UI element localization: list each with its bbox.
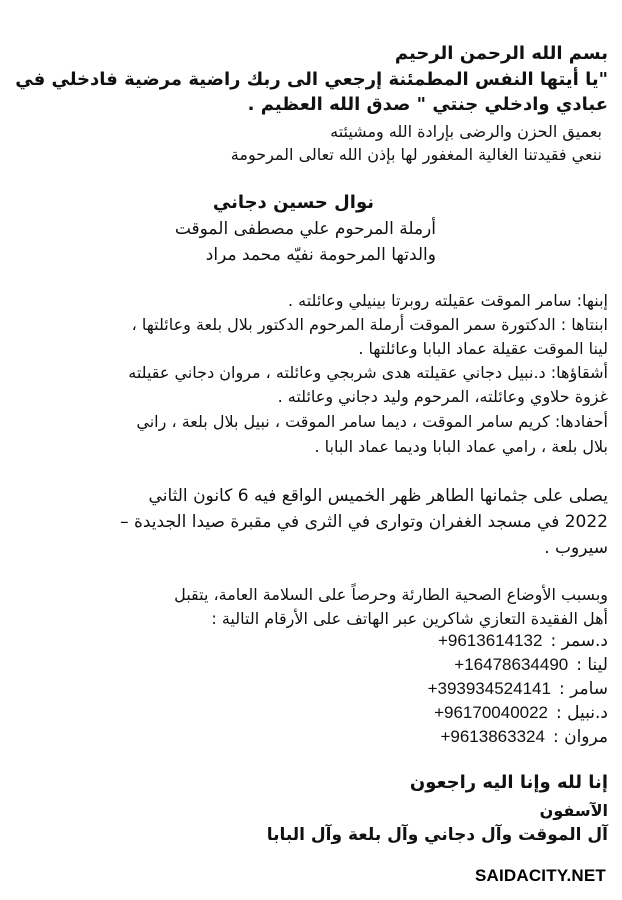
brothers-line-1: أشقاؤها: د.نبيل دجاني عقيلته هدى شربجي وعائلته ، مروان دجاني عقيلته (128, 363, 608, 382)
condolence-line-1: وبسبب الأوضاع الصحية الطارئة وحرصاً على السلامة العامة، يتقبل (174, 585, 608, 604)
contact-phone: +9613614132 (437, 631, 543, 650)
contact-name: د.نبيل : (556, 703, 608, 723)
quran-verse-line-2: عبادي وادخلي جنتي " صدق الله العظيم . (247, 94, 608, 115)
daughters-line-2: لينا الموقت عقيلة عماد البابا وعائلتها . (358, 339, 608, 358)
brothers-line-2: غزوة حلاوي وعائلته، المرحوم وليد دجاني وعائلته . (277, 387, 608, 406)
contact-phone: +96170040022 (434, 703, 549, 722)
watermark: SAIDACITY.NET (474, 866, 606, 885)
funeral-line-1: يصلى على جثمانها الطاهر ظهر الخميس الواقع فيه 6 كانون الثاني (148, 486, 608, 506)
condolence-line-2: أهل الفقيدة التعازي شاكرين عبر الهاتف على الأرقام التالية : (211, 609, 608, 628)
basmala: بسم الله الرحمن الرحيم (394, 43, 608, 64)
grandchildren-line-1: أحفادها: كريم سامر الموقت ، ديما سامر الموقت ، نبيل بلال بلعة ، راني (136, 412, 608, 431)
mother-line: والدتها المرحومة نفيّه محمد مراد (205, 245, 436, 265)
mourners-label: الآسفون (539, 801, 608, 820)
intro-line-2: ننعي فقيدتنا الغالية المغفور لها بإذن الله تعالى المرحومة (230, 145, 602, 164)
contact-phone: +9613863324 (440, 727, 545, 746)
funeral-line-2: 2022 في مسجد الغفران وتوارى في الثرى في مقبرة صيدا الجديدة – (120, 512, 608, 532)
contact-name: سامر : (558, 679, 608, 699)
contact-name: لينا : (576, 655, 608, 675)
contact-phone: +16478634490 (454, 655, 569, 674)
quran-verse-line-1: "يا أيتها النفس المطمئنة إرجعي الى ربك راضية مرضية فادخلي في (15, 69, 608, 90)
contact-name: مروان : (552, 727, 608, 747)
closing-phrase: إنا لله وإنا اليه راجعون (409, 772, 608, 793)
deceased-name: نوال حسين دجاني (212, 192, 374, 213)
grandchildren-line-2: بلال بلعة ، رامي عماد البابا وديما عماد البابا . (314, 437, 608, 456)
daughters-line-1: ابنتاها : الدكتورة سمر الموقت أرملة المرحوم الدكتور بلال بلعة وعائلتها ، (131, 315, 608, 334)
widow-line: أرملة المرحوم علي مصطفى الموقت (174, 219, 436, 239)
son-line: إبنها: سامر الموقت عقيلته روبرتا بينيلي وعائلته . (287, 291, 608, 310)
contact-row (10, 704, 608, 723)
contact-name: د.سمر : (550, 631, 608, 651)
intro-line-1: بعميق الحزن والرضى بإرادة الله ومشيئته (330, 122, 602, 141)
contact-row (10, 632, 608, 651)
contact-row (10, 656, 608, 675)
funeral-line-3: سيروب . (544, 538, 608, 558)
contact-row (10, 680, 608, 699)
contact-phone: +393934524141 (427, 679, 551, 698)
mourning-families: آل الموقت وآل دجاني وآل بلعة وآل البابا (266, 825, 608, 845)
contact-row (10, 728, 608, 747)
